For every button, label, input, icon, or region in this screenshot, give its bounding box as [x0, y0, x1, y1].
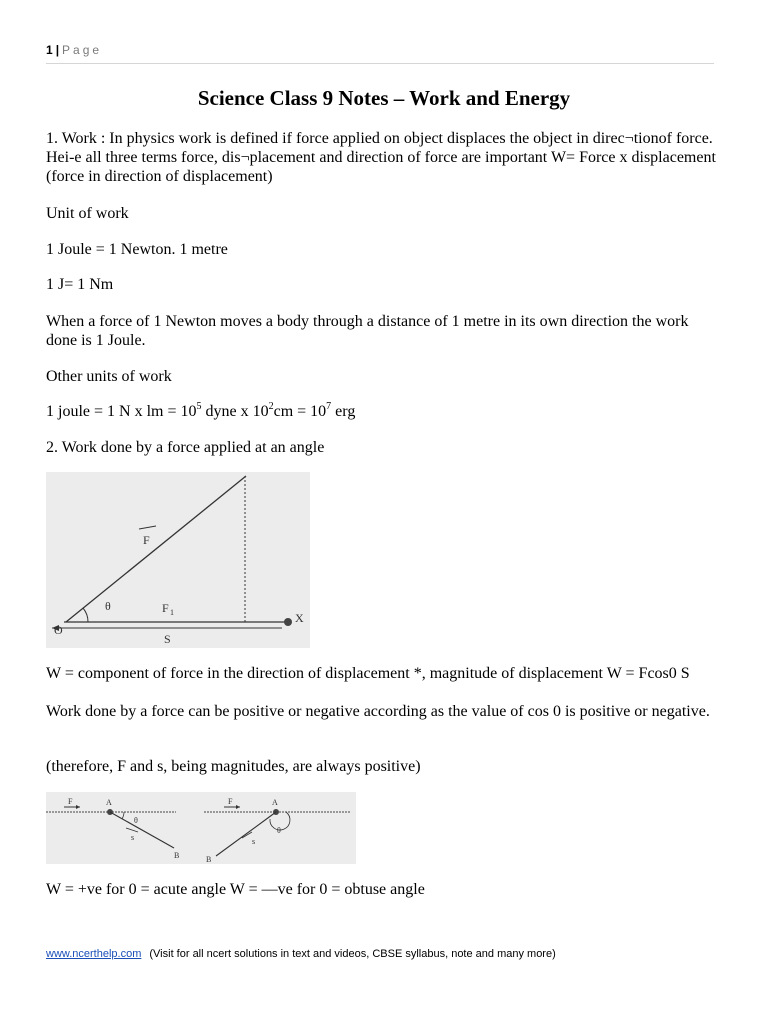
- right-force-arrowhead: [236, 805, 240, 809]
- left-force-arrowhead: [76, 805, 80, 809]
- right-displacement-line: [216, 812, 276, 856]
- left-s-arrow: [126, 828, 138, 832]
- angle-arc: [83, 608, 88, 622]
- component-paragraph: W = component of force in the direction of displacement *, magnitude of displacement W = Fcos0 S: [46, 665, 690, 682]
- endpoint-dot: [284, 618, 292, 626]
- displacement-label: S: [164, 632, 171, 646]
- joule-explanation: When a force of 1 Newton moves a body through a distance of 1 metre in its own direction the work done is 1 Joule.: [46, 313, 689, 349]
- force-vector-line: [66, 476, 246, 622]
- left-force-label: F: [68, 797, 73, 806]
- force-angle-diagram: [46, 472, 310, 648]
- left-displacement-line: [110, 812, 174, 848]
- right-theta-label: θ: [277, 826, 281, 835]
- other-units-heading: Other units of work: [46, 368, 172, 385]
- x-label: X: [295, 611, 304, 625]
- magnitudes-note: (therefore, F and s, being magnitudes, are always positive): [46, 758, 421, 775]
- page-separator: |: [55, 43, 60, 57]
- right-force-label: F: [228, 797, 233, 806]
- acute-obtuse-paragraph: W = +ve for 0 = acute angle W = —ve for 0 = obtuse angle: [46, 881, 425, 898]
- left-theta-label: θ: [134, 816, 138, 825]
- right-a-label: A: [272, 798, 278, 807]
- component-label: F: [162, 601, 169, 615]
- acute-obtuse-svg: [46, 792, 356, 864]
- erg-conversion: 1 joule = 1 N x lm = $10^5$ dyne x $10^2cm = 10^7$ erg: [46, 400, 356, 420]
- footer-note: (Visit for all ncert solutions in text and videos, CBSE syllabus, note and many more): [149, 948, 556, 960]
- theta-label: θ: [105, 599, 111, 613]
- joule-definition: 1 Joule = 1 Newton. 1 metre: [46, 241, 228, 258]
- website-link[interactable]: www.ncerthelp.com: [46, 948, 142, 960]
- force-angle-svg: [46, 472, 310, 648]
- component-subscript: 1: [170, 608, 174, 617]
- work-definition-paragraph: 1. Work : In physics work is defined if force applied on object displaces the object in direc¬tionof force. Hei-e all three terms force, dis¬placement and direction of force are important W= Force x displacement (force in direction of displacement): [46, 130, 716, 185]
- joule-newton-metre: 1 J= 1 Nm: [46, 276, 114, 293]
- page-number: 1: [46, 43, 53, 57]
- sign-paragraph: Work done by a force can be positive or negative according as the value of cos 0 is positive or negative.: [46, 703, 710, 720]
- document-title: Science Class 9 Notes – Work and Energy: [197, 86, 571, 110]
- angle-heading: 2. Work done by a force applied at an angle: [46, 439, 325, 456]
- page-label: Page: [62, 43, 103, 57]
- unit-of-work-heading: Unit of work: [46, 205, 129, 222]
- left-b-label: B: [174, 851, 180, 860]
- right-b-label: B: [206, 855, 212, 864]
- acute-obtuse-diagram: [46, 792, 356, 864]
- origin-label: O: [54, 623, 63, 637]
- right-s-label: s: [252, 837, 256, 846]
- force-arrow-mark: [139, 526, 156, 529]
- left-a-label: A: [106, 798, 112, 807]
- page-header: [46, 43, 714, 64]
- page-footer: [46, 948, 726, 960]
- left-angle-arc: [122, 812, 124, 819]
- left-s-label: s: [131, 833, 135, 842]
- force-label: F: [143, 533, 150, 547]
